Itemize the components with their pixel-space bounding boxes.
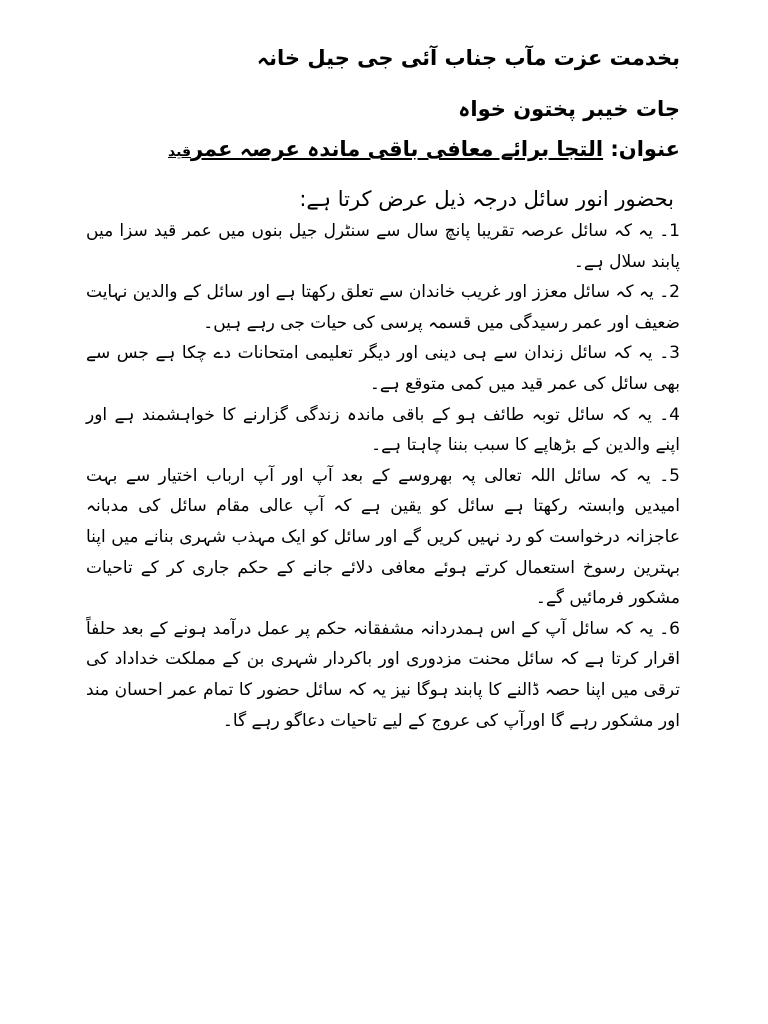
paragraph-6: 6۔ یہ کہ سائل آپ کے اس ہمدردانہ مشفقانہ حکم پر عمل درآمد ہونے کے بعد حلفاً اقرار کرتا ہے کہ سائل محنت مزدوری اور باکردار شہری بن کے مملکت خداداد کی ترقی میں اپنا حصہ ڈالنے کا پابند ہوگا نیز یہ کہ سائل حضور کا تمام عمر احسان مند اور مشکور رہے گا اورآپ کی عروج کے لیے تاحیات دعاگو رہے گا۔ [86, 618, 680, 731]
subject-text: التجا برائے معافی باقی ماندہ عرصہ عمر [190, 137, 604, 161]
paragraph-3: 3۔ یہ کہ سائل زندان سے ہی دینی اور دیگر تعلیمی امتحانات دے چکا ہے جس سے بھی سائل کی عمر قید میں کمی متوقع ہے۔ [86, 343, 680, 394]
address-line-2: جات خیبر پختون خواہ [458, 97, 680, 121]
subject-tail: قید [168, 144, 191, 160]
paragraph-1: 1۔ یہ کہ سائل عرصہ تقریبا پانچ سال سے سنٹرل جیل بنوں میں عمر قید سزا میں پابند سلال ہے۔ [86, 221, 680, 272]
address-line-1: بخدمت عزت مآب جناب آئی جی جیل خانہ [256, 46, 680, 70]
paragraph-2: 2۔ یہ کہ سائل معزز اور غریب خاندان سے تعلق رکھتا ہے اور سائل کے والدین نہایت ضعیف اور عمر رسیدگی میں قسمہ پرسی کی حیات جی رہے ہیں۔ [86, 282, 680, 333]
paragraph-4: 4۔ یہ کہ سائل توبہ طائف ہو کے باقی ماندہ زندگی گزارنے کا خواہشمند ہے اور اپنے والدین کے بڑھاپے کا سبب بننا چاہتا ہے۔ [86, 404, 680, 456]
subject-line [86, 129, 680, 172]
paragraph-5: 5۔ یہ کہ سائل اللہ تعالی پہ بھروسے کے بعد آپ اور آپ ارباب اختیار سے بہت امیدیں وابستہ رکھتا ہے سائل کو یقین ہے کہ آپ عالی مقام سائل کی مدبانہ عاجزانہ درخواست کو رد نہیں کریں گے اور سائل کو ایک مہذب شہری بنانے میں اپنا بہترین رسوخ استعمال کرتے ہوئے معافی دلائے جانے کے حکم جاری کر کے تاحیات مشکور فرمائیں گے۔ [86, 465, 680, 609]
salutation: بحضور انور سائل درجہ ذیل عرض کرتا ہے: [299, 187, 674, 211]
petition-letter [86, 38, 680, 736]
subject-label: عنوان: [610, 137, 680, 161]
